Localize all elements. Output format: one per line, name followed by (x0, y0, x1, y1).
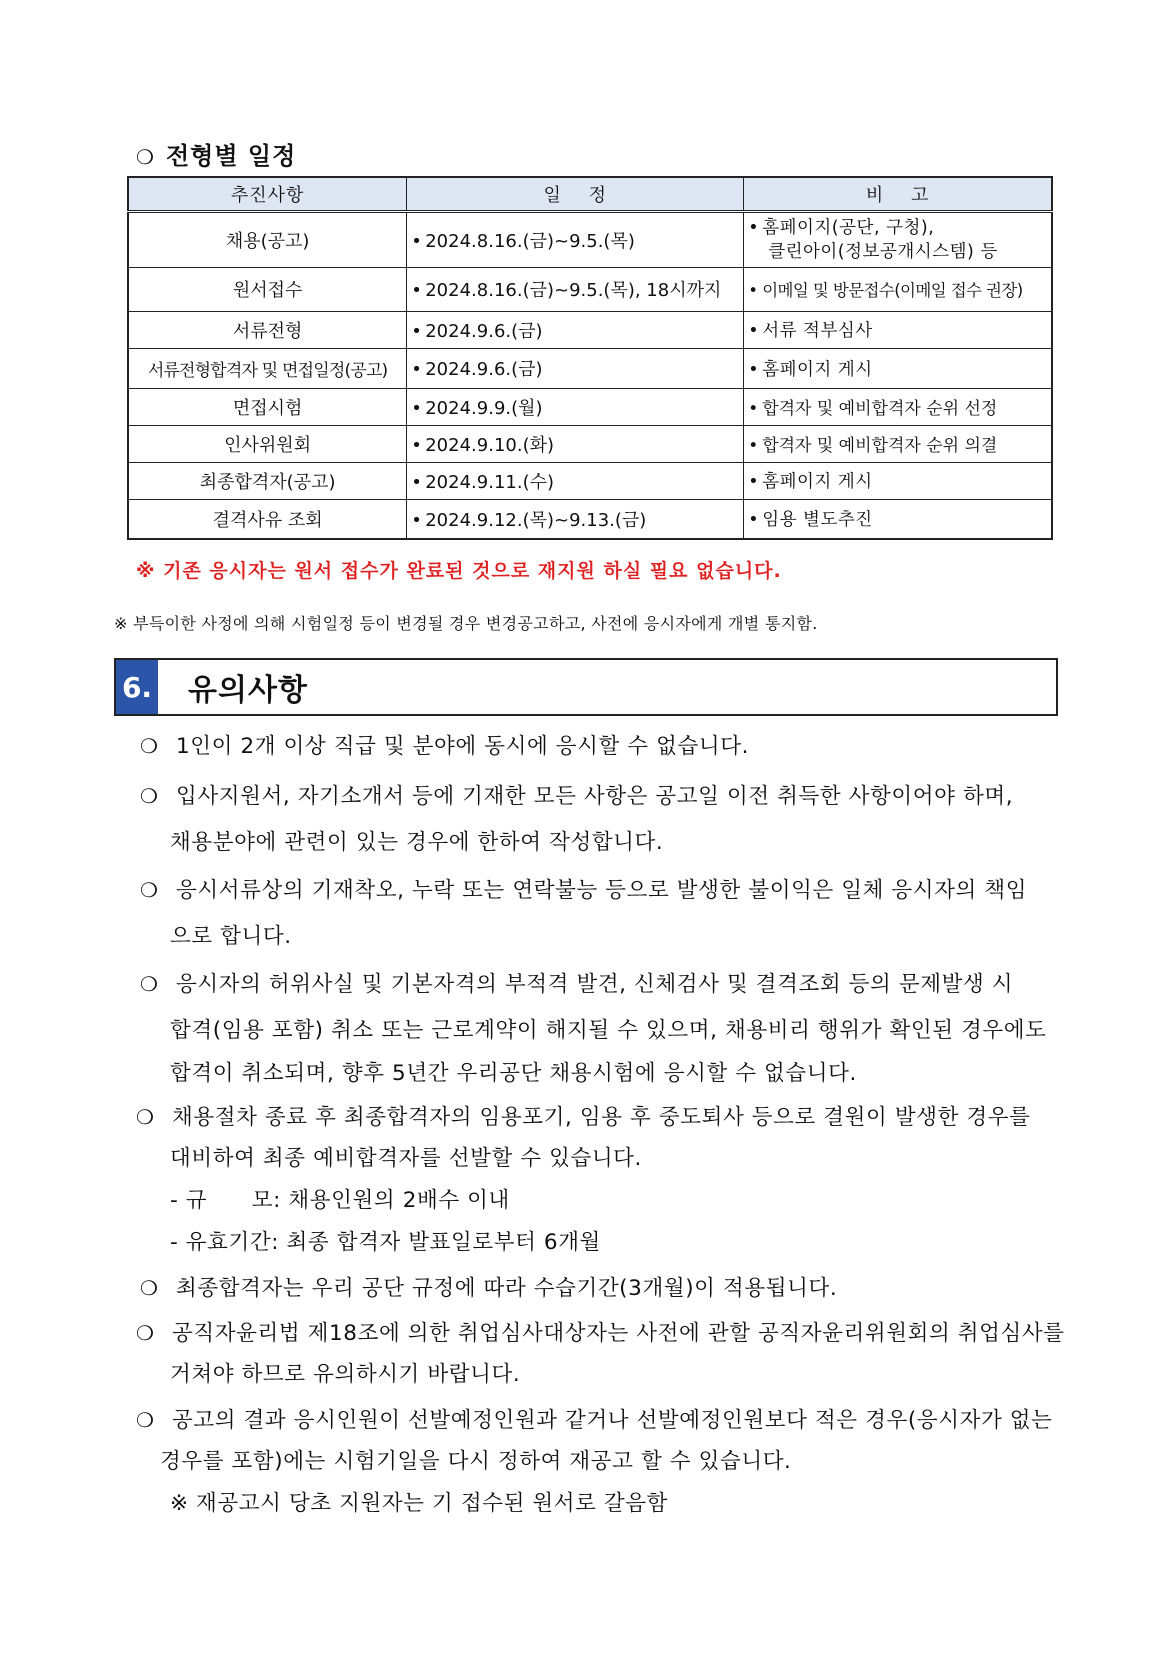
row-note (744, 348, 1052, 388)
bullet-icon: • (411, 230, 422, 252)
row-date (407, 388, 744, 425)
table-row (128, 267, 1052, 311)
notice-item-4-cont2: 합격이 취소되며, 향후 5년간 우리공단 채용시험에 응시할 수 없습니다. (170, 1061, 857, 1086)
row-date-text: 2024.8.16.(금)~9.5.(목), 18시까지 (425, 280, 722, 301)
notice-text: 응시자의 허위사실 및 기본자격의 부적격 발견, 신체검사 및 결격조회 등의 문제발생 시 (176, 972, 1014, 997)
section-6-header (114, 658, 1058, 716)
bullet-icon: • (411, 434, 422, 456)
notice-text: 입사지원서, 자기소개서 등에 기재한 모든 사항은 공고일 이전 취득한 사항이어야 하며, (176, 784, 1014, 809)
row-item: 서류전형합격자 및 면접일정(공고) (128, 348, 407, 388)
schedule-table (127, 176, 1053, 540)
notice-item-4-cont: 합격(임용 포함) 취소 또는 근로계약이 해지될 수 있으며, 채용비리 행위가 확인된 경우에도 (170, 1018, 1047, 1043)
bullet-icon: • (748, 436, 759, 456)
row-note-text: 서류 적부심사 (762, 321, 873, 341)
notice-item-4 (140, 961, 1013, 1008)
row-note (744, 499, 1052, 539)
row-item: 인사위원회 (128, 425, 407, 462)
row-item: 결격사유 조회 (128, 499, 407, 539)
schedule-header-row (128, 177, 1052, 211)
circle-bullet-icon: ❍ (136, 145, 155, 169)
row-note-text: 임용 별도추진 (762, 510, 873, 531)
notice-text: 공직자윤리법 제18조에 의한 취업심사대상자는 사전에 관할 공직자윤리위원회의 취업심사를 (172, 1321, 1065, 1346)
row-item: 원서접수 (128, 267, 407, 311)
reserve-validity-line: - 유효기간: 최종 합격자 발표일로부터 6개월 (170, 1230, 601, 1255)
row-date (407, 311, 744, 348)
table-row (128, 425, 1052, 462)
notice-item-6 (140, 1265, 837, 1312)
section-title: 유의사항 (188, 673, 308, 708)
bullet-icon: • (748, 510, 760, 531)
row-note (744, 267, 1052, 311)
bullet-icon: • (411, 471, 422, 493)
notice-item-1 (140, 723, 749, 770)
schedule-title-text: 전형별 일정 (166, 142, 297, 170)
row-note-text: 홈페이지(공단, 구청), (762, 217, 935, 238)
bullet-icon: • (748, 321, 760, 341)
row-item: 면접시험 (128, 388, 407, 425)
circle-bullet-icon: ❍ (140, 878, 159, 902)
row-date (407, 211, 744, 267)
section-number: 6. (116, 660, 158, 714)
circle-bullet-icon: ❍ (136, 1105, 155, 1129)
circle-bullet-icon: ❍ (140, 972, 159, 996)
reserve-scale-line: - 규 모: 채용인원의 2배수 이내 (170, 1188, 510, 1213)
notice-text: 채용절차 종료 후 최종합격자의 임용포기, 임용 후 중도퇴사 등으로 결원이 발생한 경우를 (172, 1105, 1031, 1130)
table-row (128, 348, 1052, 388)
notice-item-7-cont: 거쳐야 하므로 유의하시기 바랍니다. (170, 1362, 521, 1387)
circle-bullet-icon: ❍ (136, 1408, 155, 1432)
notice-text: 최종합격자는 우리 공단 규정에 따라 수습기간(3개월)이 적용됩니다. (176, 1276, 838, 1301)
table-row (128, 462, 1052, 499)
row-note-text: 합격자 및 예비합격자 순위 선정 (762, 399, 998, 419)
table-row (128, 499, 1052, 539)
bullet-icon: • (748, 399, 759, 419)
row-date-text: 2024.9.10.(화) (425, 434, 554, 456)
row-item: 채용(공고) (128, 211, 407, 267)
row-item: 서류전형 (128, 311, 407, 348)
notice-text: 응시서류상의 기재착오, 누락 또는 연락불능 등으로 발생한 불이익은 일체 응시자의 책임 (176, 878, 1028, 903)
bullet-icon: • (411, 359, 422, 380)
notice-item-8 (136, 1397, 1053, 1444)
schedule-section-title (136, 136, 296, 171)
bullet-icon: • (411, 320, 422, 342)
table-row (128, 211, 1052, 267)
row-note (744, 311, 1052, 348)
row-note (744, 425, 1052, 462)
row-date-text: 2024.9.9.(월) (425, 397, 543, 419)
row-note-text: 홈페이지 게시 (762, 472, 873, 492)
row-note-text: 홈페이지 게시 (762, 359, 873, 380)
circle-bullet-icon: ❍ (140, 734, 159, 758)
header-item: 추진사항 (128, 177, 407, 211)
notice-item-3-cont: 으로 합니다. (170, 924, 292, 949)
bullet-icon: • (411, 397, 422, 419)
row-date (407, 425, 744, 462)
notice-item-5 (136, 1094, 1031, 1141)
reapply-warning: ※ 기존 응시자는 원서 접수가 완료된 것으로 재지원 하실 필요 없습니다. (136, 560, 782, 582)
row-date (407, 348, 744, 388)
bullet-icon: • (748, 217, 760, 238)
row-date-text: 2024.9.6.(금) (425, 320, 543, 342)
notice-item-8-cont: 경우를 포함)에는 시험기일을 다시 정하여 재공고 할 수 있습니다. (160, 1449, 792, 1474)
notice-item-2 (140, 773, 1013, 820)
bullet-icon: • (748, 359, 760, 380)
circle-bullet-icon: ❍ (140, 784, 159, 808)
notice-item-2-cont: 채용분야에 관련이 있는 경우에 한하여 작성합니다. (170, 830, 664, 855)
row-date-text: 2024.9.6.(금) (425, 359, 543, 380)
header-date: 일 정 (407, 177, 744, 211)
row-note-text: 합격자 및 예비합격자 순위 의결 (762, 436, 998, 456)
table-row (128, 311, 1052, 348)
row-note (744, 388, 1052, 425)
bullet-icon: • (748, 281, 758, 300)
table-row (128, 388, 1052, 425)
row-date-text: 2024.8.16.(금)~9.5.(목) (425, 230, 635, 252)
schedule-change-notice: ※ 부득이한 사정에 의해 시험일정 등이 변경될 경우 변경공고하고, 사전에 응시자에게 개별 통지함. (114, 614, 818, 633)
notice-item-7 (136, 1310, 1065, 1357)
row-note-text: 이메일 및 방문접수(이메일 접수 권장) (762, 281, 1023, 300)
notice-item-3 (140, 867, 1027, 914)
notice-text: 1인이 2개 이상 직급 및 분야에 동시에 응시할 수 없습니다. (176, 734, 750, 759)
row-item: 최종합격자(공고) (128, 462, 407, 499)
row-date (407, 499, 744, 539)
row-date-text: 2024.9.12.(목)~9.13.(금) (425, 509, 647, 531)
readvertise-note: ※ 재공고시 당초 지원자는 기 접수된 원서로 갈음함 (170, 1491, 669, 1516)
circle-bullet-icon: ❍ (140, 1276, 159, 1300)
row-date (407, 462, 744, 499)
bullet-icon: • (411, 509, 422, 531)
header-note: 비 고 (744, 177, 1052, 211)
notice-item-5-cont: 대비하여 최종 예비합격자를 선발할 수 있습니다. (170, 1146, 642, 1171)
row-date-text: 2024.9.11.(수) (425, 471, 554, 493)
notice-text: 공고의 결과 응시인원이 선발예정인원과 같거나 선발예정인원보다 적은 경우(응시자가 없는 (172, 1408, 1053, 1433)
row-note (744, 462, 1052, 499)
row-date (407, 267, 744, 311)
bullet-icon: • (411, 280, 422, 301)
row-note-text-2: 클린아이(정보공개시스템) 등 (768, 241, 998, 262)
circle-bullet-icon: ❍ (136, 1321, 155, 1345)
row-note (744, 211, 1052, 267)
bullet-icon: • (748, 472, 760, 492)
